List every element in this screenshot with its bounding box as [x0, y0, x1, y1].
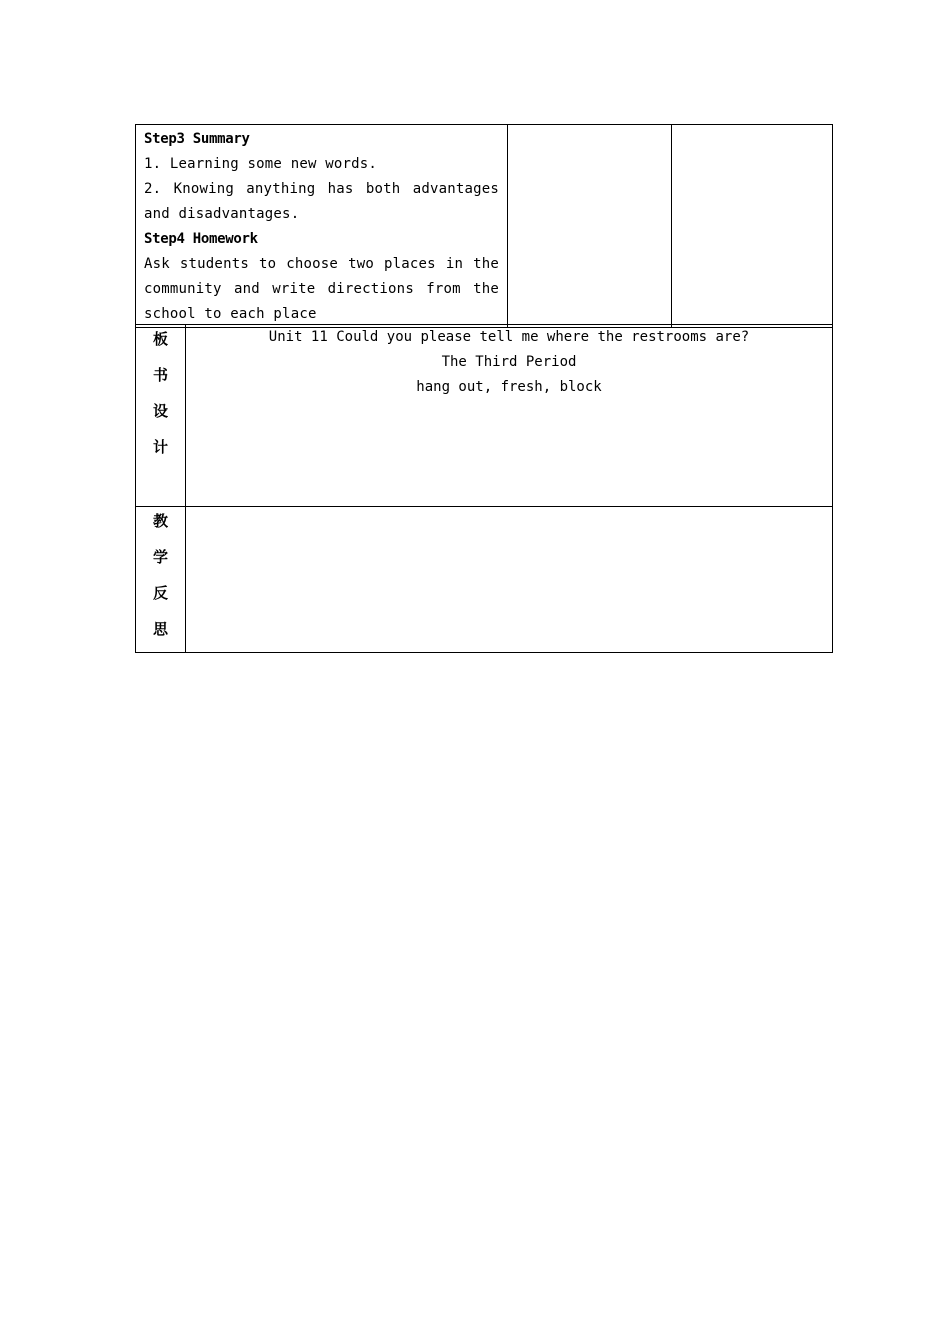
board-vocabulary: hang out, fresh, block [416, 379, 602, 395]
step4-line-2: community and write directions from the [144, 281, 499, 297]
board-design-label-char-3: 设 [152, 402, 168, 420]
reflection-content [186, 507, 833, 653]
reflection-label-char-2: 学 [152, 548, 168, 566]
step3-item-2-line-2: and disadvantages. [144, 206, 300, 222]
reflection-label-char-3: 反 [152, 584, 168, 602]
board-design-label-char-1: 板 [152, 330, 168, 348]
board-period: The Third Period [441, 354, 577, 370]
board-and-reflection-table [135, 324, 833, 653]
reflection-label [136, 507, 186, 653]
step3-item-1: 1. Learning some new words. [144, 156, 377, 172]
empty-cell-right [672, 125, 833, 328]
step4-title: Step4 Homework [144, 231, 258, 247]
board-unit-title: Unit 11 Could you please tell me where the restrooms are? [268, 329, 750, 345]
board-design-label-char-4: 计 [152, 438, 168, 456]
board-design-content [186, 325, 833, 507]
step3-title: Step3 Summary [144, 131, 250, 147]
lesson-content-cell [136, 125, 508, 328]
step4-line-3: school to each place [144, 306, 317, 322]
board-design-label [136, 325, 186, 507]
empty-cell-middle [508, 125, 672, 328]
reflection-label-char-1: 教 [152, 512, 168, 530]
step4-line-1: Ask students to choose two places in the [144, 256, 499, 272]
lesson-steps-table [135, 124, 833, 328]
reflection-label-char-4: 思 [152, 620, 168, 638]
step3-item-2-line-1: 2. Knowing anything has both advantages [144, 181, 499, 197]
board-design-label-char-2: 书 [152, 366, 168, 384]
